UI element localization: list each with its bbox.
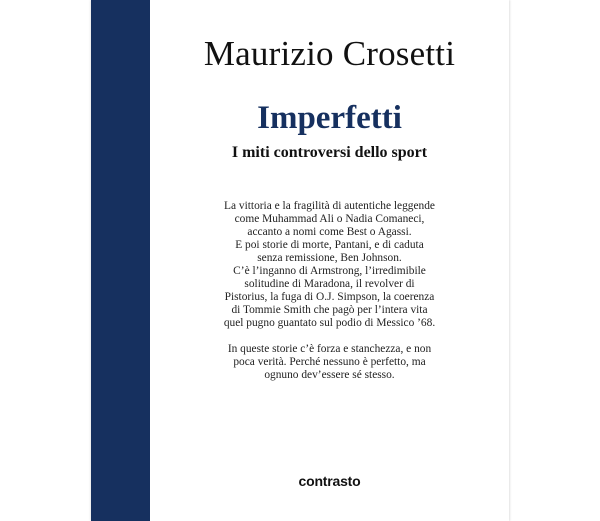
blurb-line: quel pugno guantato sul podio di Messico ’68.: [223, 317, 436, 329]
author-name: Maurizio Crosetti: [203, 34, 456, 73]
blurb-line: di Tommie Smith che pagò per l’intera vita: [231, 304, 428, 316]
blurb-line: In queste storie c’è forza e stanchezza, e non: [227, 343, 432, 355]
blurb-paragraph-1: [150, 200, 509, 330]
blurb-line: ognuno dev’essere sé stesso.: [264, 369, 395, 381]
cover-color-band: [91, 0, 150, 521]
publisher-logo: contrasto: [298, 473, 361, 489]
blurb-line: E poi storie di morte, Pantani, e di caduta: [235, 239, 424, 251]
blurb-line: accanto a nomi come Best o Agassi.: [247, 226, 412, 238]
blurb-line: C’è l’inganno di Armstrong, l’irredimibile: [233, 265, 426, 277]
book-cover: [91, 0, 509, 521]
cover-blurb: [150, 200, 509, 382]
book-title: Imperfetti: [257, 100, 402, 136]
blurb-line: solitudine di Maradona, il revolver di: [244, 278, 415, 290]
blurb-line: La vittoria e la fragilità di autentiche leggende: [224, 200, 435, 212]
blurb-line: Pistorius, la fuga di O.J. Simpson, la coerenza: [224, 291, 435, 303]
blurb-line: senza remissione, Ben Johnson.: [257, 252, 402, 264]
book-subtitle: I miti controversi dello sport: [231, 144, 428, 161]
blurb-line: come Muhammad Ali o Nadia Comaneci,: [234, 213, 425, 225]
blurb-paragraph-2: [150, 343, 509, 382]
blurb-line: poca verità. Perché nessuno è perfetto, ma: [233, 356, 426, 368]
